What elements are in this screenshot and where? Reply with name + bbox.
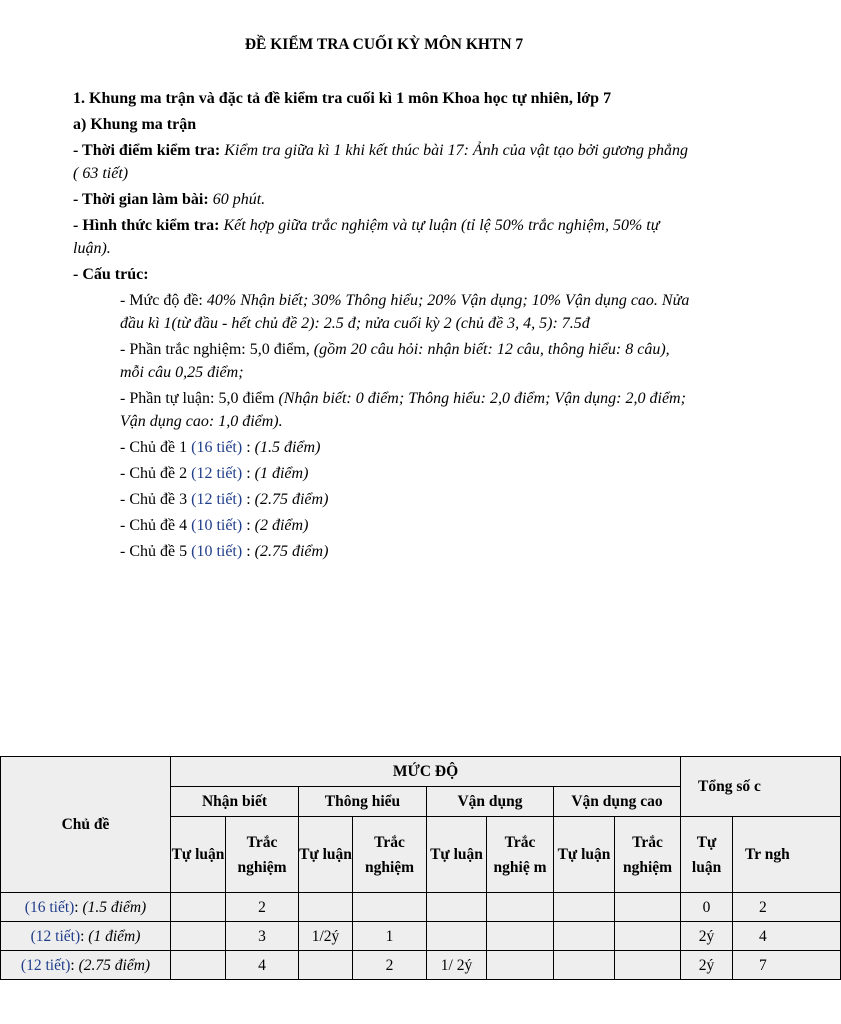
cell: 2ý <box>681 951 733 980</box>
subheader-mc: Trắc nghiệm <box>615 817 681 893</box>
row-topic <box>1 922 171 951</box>
cell <box>615 922 681 951</box>
cell: 4 <box>733 922 841 951</box>
cell <box>171 922 226 951</box>
topic-periods: (12 tiết) <box>191 465 243 482</box>
topic-periods: (16 tiết) <box>191 439 243 456</box>
row-score: (1 điểm) <box>88 927 141 945</box>
table-header-row <box>1 757 841 787</box>
topic-name: - Chủ đề 4 <box>120 517 188 534</box>
row-separator: : <box>74 898 83 916</box>
row-score: (2.75 điểm) <box>78 956 151 974</box>
topic-score: (2.75 điểm) <box>254 491 329 508</box>
multiple-choice-value: (gồm 20 câu hỏi: nhận biết: 12 câu, thông hiểu: 8 câu), mỗi câu 0,25 điểm; <box>120 341 670 381</box>
level-header: MỨC ĐỘ <box>171 757 681 787</box>
cell <box>171 893 226 922</box>
topic-periods: (10 tiết) <box>191 517 243 534</box>
duration-line <box>73 188 693 211</box>
topic-name: - Chủ đề 5 <box>120 543 188 560</box>
subheader-total-mc: Tr ngh <box>733 817 841 893</box>
level-advanced-application: Vận dụng cao <box>554 787 681 817</box>
topic-header: Chủ đề <box>1 757 171 893</box>
topic-line-3 <box>73 488 693 511</box>
cell <box>299 893 353 922</box>
essay-value: (Nhận biết: 0 điểm; Thông hiểu: 2,0 điểm; Vận dụng: 2,0 điểm; Vận dụng cao: 1,0 điểm). <box>120 390 686 430</box>
section-heading: 1. Khung ma trận và đặc tả đề kiểm tra cuối kì 1 môn Khoa học tự nhiên, lớp 7 <box>73 90 612 107</box>
subheader-essay: Tự luận <box>299 817 353 893</box>
duration-value: 60 phút. <box>212 191 266 208</box>
table-row <box>1 922 841 951</box>
cell <box>353 893 427 922</box>
topic-separator: : <box>242 543 255 560</box>
exam-time-line <box>73 139 693 185</box>
topic-separator: : <box>242 491 255 508</box>
row-separator: : <box>80 927 89 945</box>
structure-label: - Cấu trúc: <box>73 266 149 283</box>
multiple-choice-line <box>73 338 693 384</box>
level-recognition: Nhận biết <box>171 787 299 817</box>
cell: 3 <box>226 922 299 951</box>
difficulty-prefix: - Mức độ đề: <box>120 292 203 309</box>
subheader-mc: Trắc nghiệ m <box>487 817 554 893</box>
topic-score: (2.75 điểm) <box>254 543 329 560</box>
cell <box>487 951 554 980</box>
cell: 1/2ý <box>299 922 353 951</box>
exam-time-value: Kiểm tra giữa kì 1 khi kết thúc bài 17: Ảnh của vật tạo bởi gương phẳng ( 63 tiết) <box>73 142 689 182</box>
multiple-choice-prefix: - Phần trắc nghiệm: 5,0 điểm, <box>120 341 310 358</box>
topic-line-1 <box>73 436 693 459</box>
topic-name: - Chủ đề 1 <box>120 439 188 456</box>
row-periods: (16 tiết) <box>24 898 75 916</box>
cell: 2 <box>733 893 841 922</box>
table-row <box>1 893 841 922</box>
topic-line-4 <box>73 514 693 537</box>
document-body <box>73 87 693 566</box>
cell <box>427 893 487 922</box>
topic-score: (1 điểm) <box>254 465 309 482</box>
topic-score: (2 điểm) <box>254 517 309 534</box>
cell <box>615 893 681 922</box>
topic-line-2 <box>73 462 693 485</box>
cell <box>487 893 554 922</box>
matrix-table <box>0 756 841 980</box>
subsection-heading: a) Khung ma trận <box>73 116 197 133</box>
topic-name: - Chủ đề 2 <box>120 465 188 482</box>
subheader-essay: Tự luận <box>554 817 615 893</box>
document-title: ĐỀ KIỂM TRA CUỐI KỲ MÔN KHTN 7 <box>244 36 524 53</box>
subheader-mc: Trắc nghiệm <box>353 817 427 893</box>
row-periods: (12 tiết) <box>30 927 81 945</box>
topic-line-5 <box>73 540 693 563</box>
subheader-total-essay: Tự luận <box>681 817 733 893</box>
level-application: Vận dụng <box>427 787 554 817</box>
cell <box>554 951 615 980</box>
essay-line <box>73 387 693 433</box>
topic-periods: (12 tiết) <box>191 491 243 508</box>
topic-name: - Chủ đề 3 <box>120 491 188 508</box>
cell: 7 <box>733 951 841 980</box>
cell: 2 <box>226 893 299 922</box>
cell <box>554 893 615 922</box>
exam-form-value: Kết hợp giữa trắc nghiệm và tự luận (tỉ lệ 50% trắc nghiệm, 50% tự luận). <box>73 217 660 257</box>
row-separator: : <box>70 956 79 974</box>
exam-time-label: - Thời điểm kiểm tra: <box>73 142 221 159</box>
row-score: (1.5 điểm) <box>82 898 147 916</box>
topic-periods: (10 tiết) <box>191 543 243 560</box>
total-header: Tổng số c <box>681 757 841 817</box>
cell <box>427 922 487 951</box>
cell: 4 <box>226 951 299 980</box>
difficulty-line <box>73 289 693 335</box>
cell: 1 <box>353 922 427 951</box>
row-topic <box>1 893 171 922</box>
cell <box>487 922 554 951</box>
cell <box>171 951 226 980</box>
cell: 2 <box>353 951 427 980</box>
duration-label: - Thời gian làm bài: <box>73 191 209 208</box>
cell: 2ý <box>681 922 733 951</box>
topic-separator: : <box>242 465 255 482</box>
topic-score: (1.5 điểm) <box>254 439 321 456</box>
cell <box>299 951 353 980</box>
cell <box>554 922 615 951</box>
level-comprehension: Thông hiểu <box>299 787 427 817</box>
essay-prefix: - Phần tự luận: 5,0 điểm <box>120 390 275 407</box>
row-periods: (12 tiết) <box>20 956 71 974</box>
subheader-essay: Tự luận <box>171 817 226 893</box>
row-topic <box>1 951 171 980</box>
cell: 1/ 2ý <box>427 951 487 980</box>
exam-form-label: - Hình thức kiểm tra: <box>73 217 220 234</box>
cell: 0 <box>681 893 733 922</box>
topic-separator: : <box>242 517 255 534</box>
difficulty-value: 40% Nhận biết; 30% Thông hiểu; 20% Vận dụng; 10% Vận dụng cao. Nửa đầu kì 1(từ đầu - hết chủ đề 2): 2.5 đ; nửa cuối kỳ 2 (chủ đề 3, 4, 5): 7.5đ <box>120 292 690 332</box>
cell <box>615 951 681 980</box>
subheader-essay: Tự luận <box>427 817 487 893</box>
table-row <box>1 951 841 980</box>
topic-separator: : <box>242 439 255 456</box>
exam-form-line <box>73 214 693 260</box>
subheader-mc: Trắc nghiệm <box>226 817 299 893</box>
